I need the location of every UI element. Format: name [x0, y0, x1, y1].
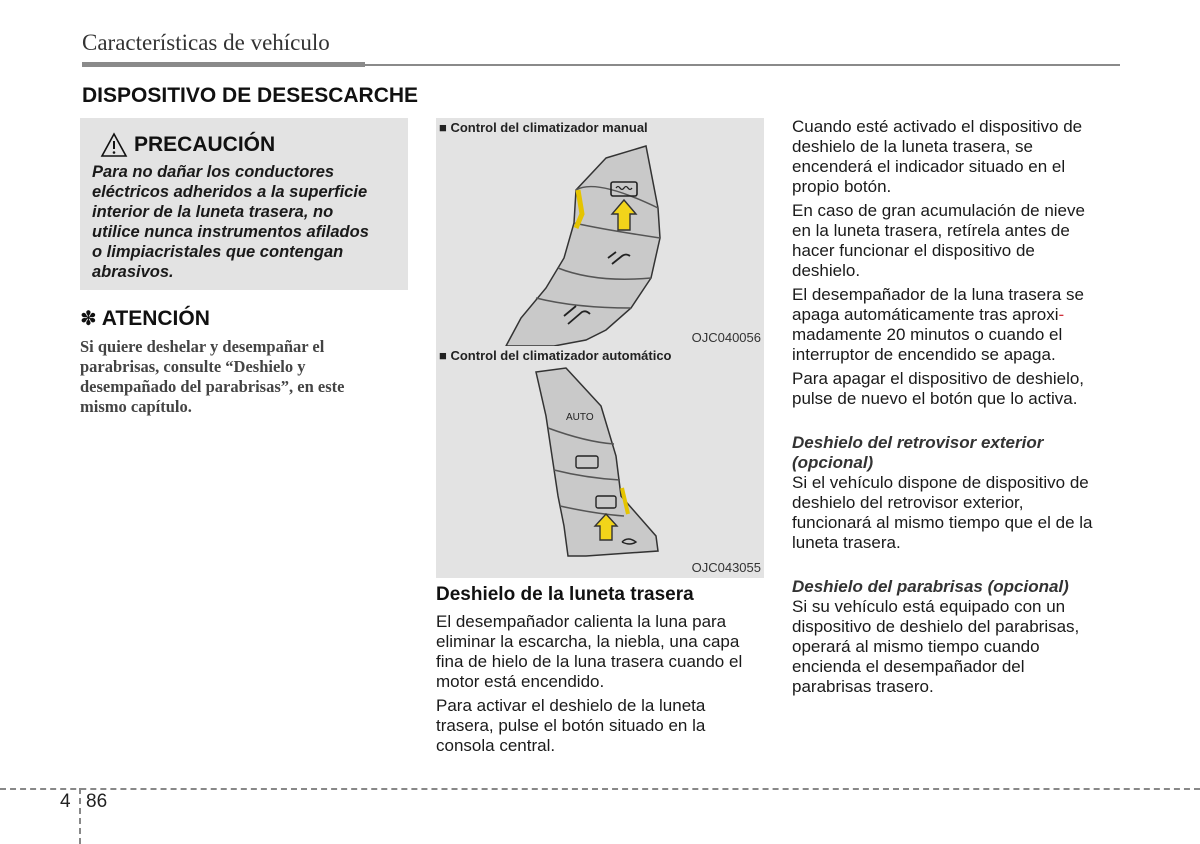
section-title: DISPOSITIVO DE DESESCARCHE [82, 84, 419, 107]
text-line: encenderá el indicador situado en el [792, 157, 1066, 176]
section-heading: Deshielo de la luneta trasera [436, 584, 694, 605]
right-column-text [792, 117, 1120, 701]
text-line: deshielo. [792, 261, 861, 280]
text-line: consola central. [436, 736, 556, 755]
header-rule-thin [365, 64, 1120, 66]
figure-code: OJC040056 [691, 330, 761, 345]
text-line: fina de hielo de la luna trasera cuando el [436, 652, 743, 671]
middle-column-text [436, 612, 764, 760]
text-line: operará al mismo tiempo cuando [792, 637, 1040, 656]
running-header: Características de vehículo [82, 30, 330, 55]
caution-title: PRECAUCIÓN [134, 133, 276, 156]
text-line: El desempañador de la luna trasera se [792, 285, 1085, 304]
text-line: encienda el desempañador del [792, 657, 1025, 676]
header-rule [82, 62, 365, 67]
paragraph [436, 696, 764, 756]
text-line: trasera, pulse el botón situado en la [436, 716, 706, 735]
footer-divider [0, 788, 1200, 790]
text-line: interruptor de encendido se apaga. [792, 345, 1056, 364]
auto-button-label: AUTO [566, 412, 594, 423]
attention-line: Si quiere deshelar y desempañar el [80, 337, 325, 356]
paragraph [792, 369, 1120, 409]
hyphen: - [1058, 305, 1065, 324]
figure-code: OJC043055 [691, 560, 761, 575]
paragraph [792, 473, 1120, 553]
text-line: dispositivo de deshielo del parabrisas, [792, 617, 1080, 636]
text-line: Para activar el deshielo de la luneta [436, 696, 706, 715]
subheading: Deshielo del parabrisas (opcional) [792, 577, 1069, 596]
text-line: motor está encendido. [436, 672, 605, 691]
text-fragment: apaga automáticamente tras aproxi [792, 305, 1059, 324]
paragraph [792, 597, 1120, 697]
caution-line: eléctricos adheridos a la superficie [92, 183, 368, 201]
attention-title [80, 306, 408, 331]
text-line: en la luneta trasera, retírela antes de [792, 221, 1070, 240]
figure-automatic-climate-control [436, 346, 764, 578]
paragraph [792, 117, 1120, 197]
attention-line: parabrisas, consulte “Deshielo y [80, 357, 306, 376]
caution-line: Para no dañar los conductores [92, 163, 335, 181]
subheading-line: Deshielo del retrovisor exterior [792, 433, 1044, 452]
attention-note [80, 306, 408, 417]
text-line: propio botón. [792, 177, 892, 196]
attention-title-text: ATENCIÓN [101, 306, 210, 330]
subheading [792, 433, 1120, 473]
text-line: parabrisas trasero. [792, 677, 934, 696]
figure-manual-climate-control [436, 118, 764, 348]
asterisk-icon: ✽ [80, 308, 97, 330]
text-line: pulse de nuevo el botón que lo activa. [792, 389, 1078, 408]
text-line: Si el vehículo dispone de dispositivo de [792, 473, 1089, 492]
text-line: hacer funcionar el dispositivo de [792, 241, 1035, 260]
caution-line: abrasivos. [92, 263, 174, 281]
manual-control-illustration [436, 118, 764, 348]
footer-vertical-divider [79, 788, 81, 844]
paragraph [792, 201, 1120, 281]
figure-caption: ■ Control del climatizador automático [439, 348, 672, 363]
text-line: funcionará al mismo tiempo que el de la [792, 513, 1093, 532]
text-line [792, 305, 1120, 325]
text-line: luneta trasera. [792, 533, 901, 552]
attention-text [80, 337, 408, 417]
page-number: 86 [86, 791, 108, 812]
caution-header [100, 132, 398, 158]
caution-line: interior de la luneta trasera, no [92, 203, 334, 221]
caution-line: utilice nunca instrumentos afilados [92, 223, 369, 241]
paragraph [436, 612, 764, 692]
caution-box [80, 118, 408, 290]
text-line: eliminar la escarcha, la niebla, una capa [436, 632, 740, 651]
warning-triangle-icon [100, 132, 128, 158]
text-line: deshielo del retrovisor exterior, [792, 493, 1024, 512]
figure-caption: ■ Control del climatizador manual [439, 120, 648, 135]
text-line: deshielo de la luneta trasera, se [792, 137, 1033, 156]
text-line: Si su vehículo está equipado con un [792, 597, 1066, 616]
caution-text [92, 162, 398, 282]
text-line: madamente 20 minutos o cuando el [792, 325, 1063, 344]
text-line: El desempañador calienta la luna para [436, 612, 727, 631]
caution-line: o limpiacristales que contengan [92, 243, 344, 261]
text-line: En caso de gran acumulación de nieve [792, 201, 1085, 220]
attention-line: desempañado del parabrisas”, en este [80, 377, 345, 396]
chapter-number: 4 [60, 791, 71, 812]
auto-control-illustration [436, 346, 764, 578]
paragraph [792, 285, 1120, 365]
subheading-line: (opcional) [792, 453, 874, 472]
attention-line: mismo capítulo. [80, 397, 192, 416]
text-line: Para apagar el dispositivo de deshielo, [792, 369, 1085, 388]
text-line: Cuando esté activado el dispositivo de [792, 117, 1083, 136]
